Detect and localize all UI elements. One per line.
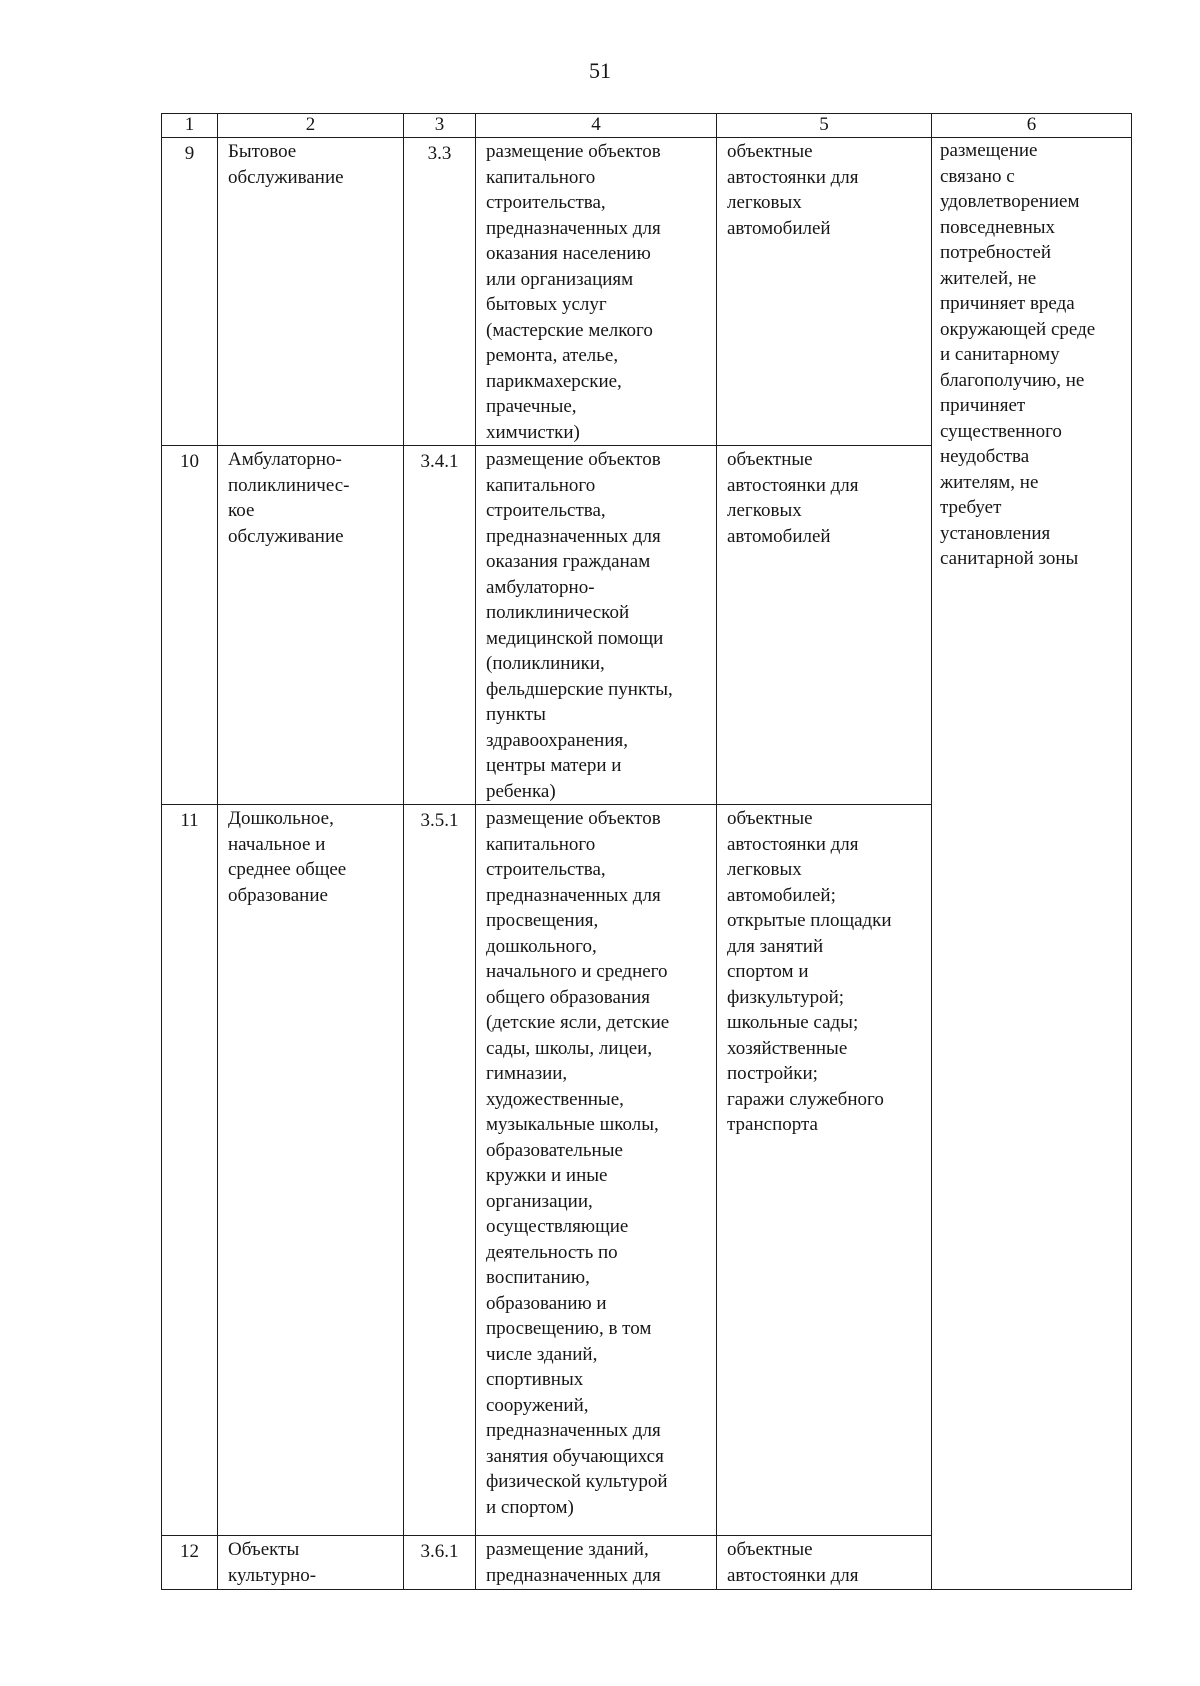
row-number: 11 <box>162 805 218 1536</box>
header-cell: 4 <box>476 114 717 138</box>
use-type-name: Объекты культурно- <box>218 1536 404 1590</box>
header-cell: 3 <box>404 114 476 138</box>
header-cell: 2 <box>218 114 404 138</box>
row-number: 12 <box>162 1536 218 1590</box>
auxiliary-uses: объектные автостоянки для легковых автомобилей; открытые площадки для занятий спортом и физкультурой; школьные сады; хозяйственные постройки; гаражи служебного транспорта <box>717 805 932 1536</box>
land-use-table <box>161 113 1132 1590</box>
auxiliary-uses: объектные автостоянки для <box>717 1536 932 1590</box>
placement-conditions: размещение связано с удовлетворением повседневных потребностей жителей, не причиняет вреда окружающей среде и санитарному благополучию, не причиняет существенного неудобства жителям, не требует установления санитарной зоны <box>932 138 1132 1590</box>
use-description: размещение объектов капитального строительства, предназначенных для оказания населению или организациям бытовых услуг (мастерские мелкого ремонта, ателье, парикмахерские, прачечные, химчистки) <box>476 138 717 446</box>
auxiliary-uses: объектные автостоянки для легковых автомобилей <box>717 138 932 446</box>
header-cell: 6 <box>932 114 1132 138</box>
table-header-row <box>162 114 1132 138</box>
classifier-code: 3.6.1 <box>404 1536 476 1590</box>
auxiliary-uses: объектные автостоянки для легковых автомобилей <box>717 446 932 805</box>
use-type-name: Дошкольное, начальное и среднее общее образование <box>218 805 404 1536</box>
table-row <box>162 138 1132 446</box>
classifier-code: 3.4.1 <box>404 446 476 805</box>
classifier-code: 3.3 <box>404 138 476 446</box>
use-type-name: Амбулаторно- поликлиничес- кое обслуживание <box>218 446 404 805</box>
use-description: размещение объектов капитального строительства, предназначенных для оказания гражданам амбулаторно- поликлинической медицинской помощи (поликлиники, фельдшерские пункты, пункты здравоохранения, центры матери и ребенка) <box>476 446 717 805</box>
row-number: 9 <box>162 138 218 446</box>
page-number: 51 <box>589 58 611 83</box>
classifier-code: 3.5.1 <box>404 805 476 1536</box>
header-cell: 5 <box>717 114 932 138</box>
header-cell: 1 <box>162 114 218 138</box>
row-number: 10 <box>162 446 218 805</box>
use-type-name: Бытовое обслуживание <box>218 138 404 446</box>
use-description: размещение объектов капитального строительства, предназначенных для просвещения, дошкольного, начального и среднего общего образования (детские ясли, детские сады, школы, лицеи, гимназии, художественные, музыкальные школы, образовательные кружки и иные организации, осуществляющие деятельность по воспитанию, образованию и просвещению, в том числе зданий, спортивных сооружений, предназначенных для занятия обучающихся физической культурой и спортом) <box>476 805 717 1536</box>
use-description: размещение зданий, предназначенных для <box>476 1536 717 1590</box>
